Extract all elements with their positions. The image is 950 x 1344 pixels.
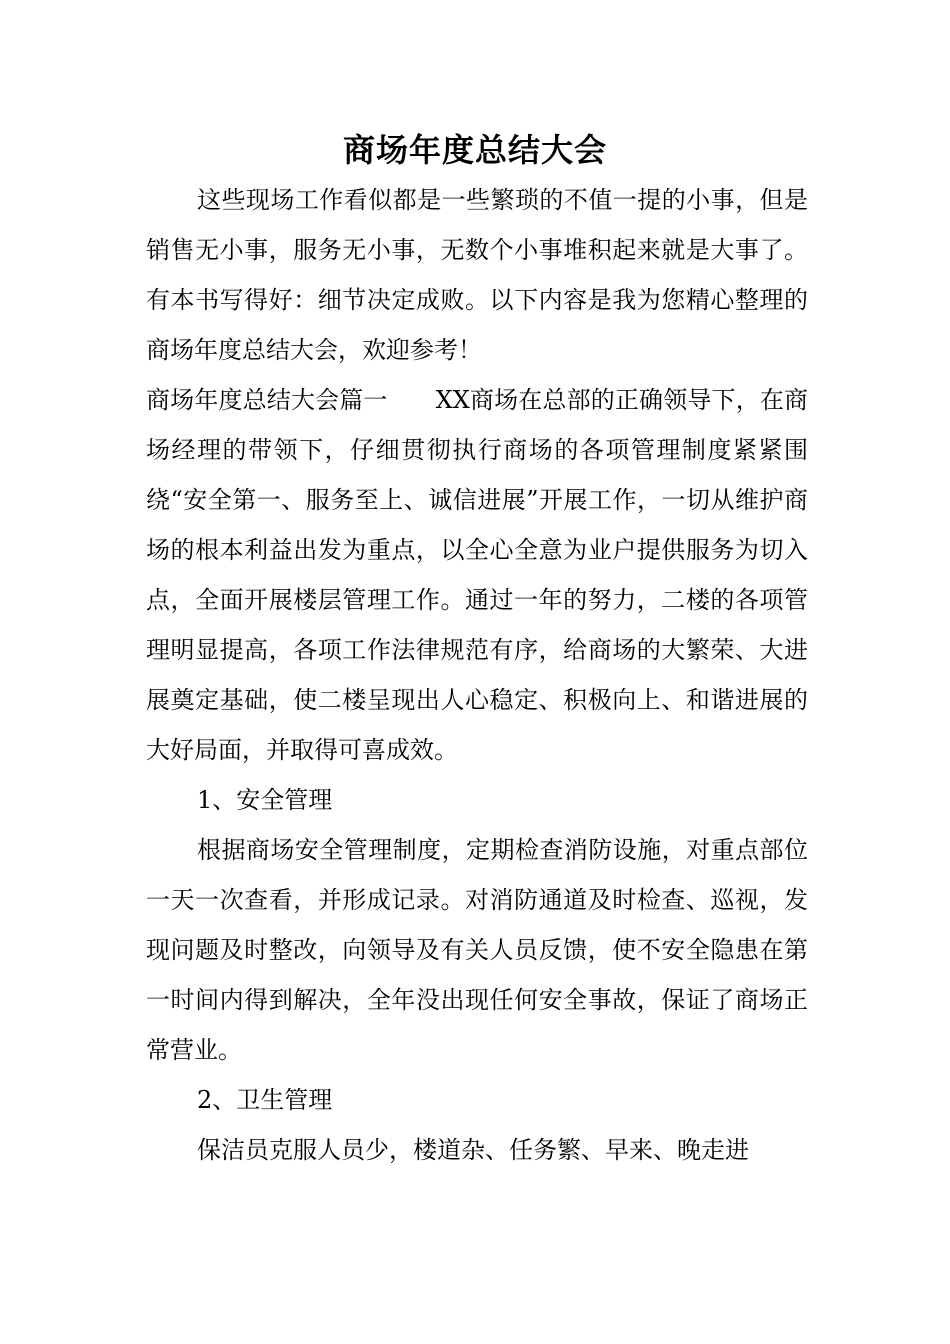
document-title: 商场年度总结大会: [342, 131, 607, 169]
item1-heading: 1、安全管理: [197, 786, 333, 814]
section-first-text: XX商场在总部的正确领导下，在商场经理的带领下，仔细贯彻执行商场的各项管理制度紧紧围绕“安全第一、服务至上、诚信进展”开展工作，一切从维护商场的根本利益出发为重点，以全心全意为业户提供服务为切入点，全面开展楼层管理工作。通过一年的努力，二楼的各项管理明显提高，各项工作法律规范有序，给商场的大繁荣、大进展奠定基础，使二楼呈现出人心稳定、积极向上、和谐进展的大好局面，并取得可喜成效。: [146, 386, 809, 764]
item2-paragraph: 保洁员克服人员少，楼道杂、任务繁、早来、晚走进: [197, 1136, 749, 1164]
document-body: [146, 175, 808, 1175]
intro-paragraph: 这些现场工作看似都是一些繁琐的不值一提的小事，但是销售无小事，服务无小事，无数个小事堆积起来就是大事了。有本书写得好：细节决定成败。以下内容是我为您精心整理的商场年度总结大会，欢迎参考！: [146, 186, 808, 364]
item1-paragraph: 根据商场安全管理制度，定期检查消防设施，对重点部位一天一次查看，并形成记录。对消防通道及时检查、巡视，发现问题及时整改，向领导及有关人员反馈，使不安全隐患在第一时间内得到解决，全年没出现任何安全事故，保证了商场正常营业。: [146, 836, 808, 1064]
item2-heading: 2、卫生管理: [197, 1086, 333, 1114]
section-heading: 商场年度总结大会篇一: [146, 386, 388, 414]
section-paragraph: [146, 375, 808, 775]
